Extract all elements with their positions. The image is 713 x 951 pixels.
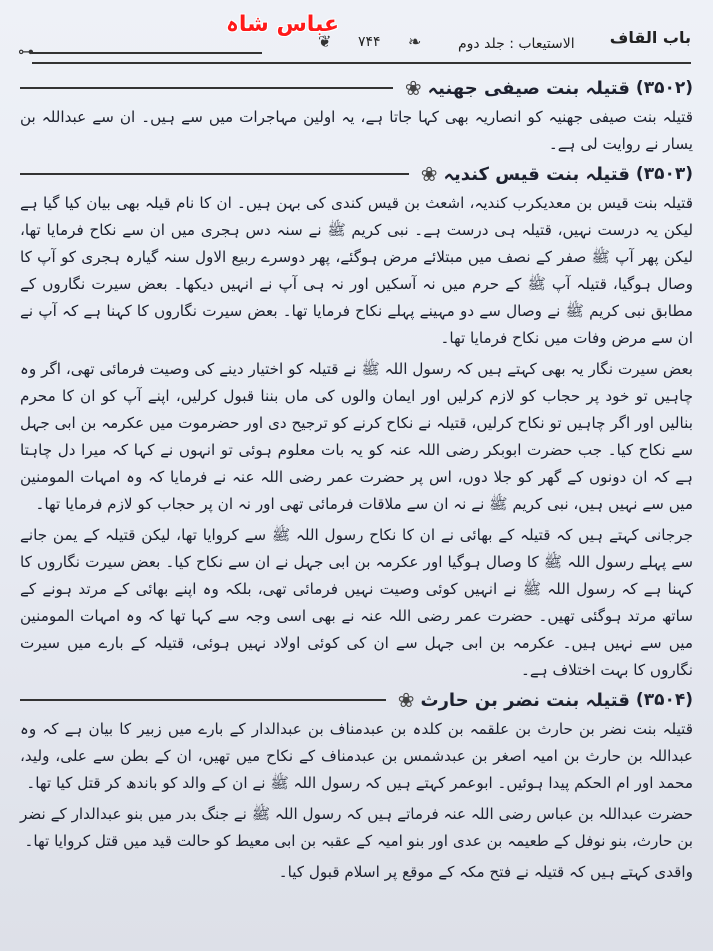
paragraph: بعض سیرت نگار یہ بھی کہتے ہیں کہ رسول اللہ ﷺ نے قتیلہ کو اختیار دینے کی وصیت فرمائی تھی، اگر وہ چاہیں تو خود پر حجاب کو لازم کرلیں اور ایمان والوں کی ماں بننا قبول کرلیں، اپنے آپ کو ان کا محرم بنالیں اور اگر چاہیں تو نکاح کرلیں، قتیلہ نے نکاح کرنے کو ترجیح دی اور حضرموت میں عکرمہ بن ابی جہل سے نکاح کیا۔ جب حضرت ابوبکر رضی اللہ عنہ کو یہ بات معلوم ہوئی تو انہوں نے کہا کہ میرا دل چاہتا ہے کہ ان دونوں کے گھر کو جلا دوں، اس پر حضرت عمر رضی اللہ عنہ نے فرمایا کہ وہ امہات المومنین میں سے نہیں ہیں، نبی کریم ﷺ نے نہ ان سے ملاقات فرمائی تھی اور نہ ان پر حجاب کو لازم فرمایا تھا۔ (20, 360, 693, 513)
entry-title: قتیلہ بنت نضر بن حارث (420, 689, 630, 711)
paragraph: قتیلہ بنت قیس بن معدیکرب کندیہ، اشعث بن قیس کندی کی بہن ہیں۔ ان کا نام قیلہ بھی بیان کیا گیا ہے لیکن یہ درست نہیں، قتیلہ ہی درست ہے۔ نبی کریم ﷺ نے سنہ دس ہجری میں ان سے نکاح فرمایا تھا، لیکن پھر آپ ﷺ صفر کے نصف میں مبتلائے مرض ہوگئے، پھر دوسرے ربیع الاول سنہ گیارہ ہجری کو آپ کا وصال ہوگیا، قتیلہ آپ ﷺ کے حرم میں نہ آسکیں اور نہ ہی آپ نے انہیں دیکھا۔ بعض سیرت نگاروں کے مطابق نبی کریم ﷺ نے وصال سے دو مہینے پہلے نکاح فرمایا تھا۔ بعض سیرت نگاروں کا کہنا ہے کہ آپ نے ان سے مرض وفات میں نکاح فرمایا تھا۔ (20, 194, 693, 347)
ornament-icon: ⊶ (18, 42, 34, 61)
entry-heading (20, 162, 693, 186)
paragraph: جرجانی کہتے ہیں کہ قتیلہ کے بھائی نے ان کا نکاح رسول اللہ ﷺ سے کروایا تھا، لیکن قتیلہ کے یمن جانے سے پہلے رسول اللہ ﷺ کا وصال ہوگیا اور عکرمہ بن ابی جہل نے ان سے نکاح کیا۔ بعض سیرت نگاروں کا کہنا ہے کہ رسول اللہ ﷺ نے انہیں کوئی وصیت نہیں فرمائی تھی، بلکہ وہ اپنے بھائی کے مرتد ہونے کے ساتھ مرتد ہوگئی تھیں۔ حضرت عمر رضی اللہ عنہ نے بھی اسی وجہ سے کہا تھا کہ وہ امہات المومنین میں سے نہیں ہیں۔ عکرمہ بن ابی جہل سے ان کی کوئی اولاد نہیں ہوئی، قتیلہ کے بارے میں سیرت نگاروں کا بہت اختلاف ہے۔ (20, 526, 693, 679)
entry-heading (20, 76, 693, 100)
entry-heading (20, 688, 693, 712)
entry-number: (۳۵۰۳) (635, 164, 693, 184)
entry-number: (۳۵۰۲) (635, 78, 693, 98)
swirl-ornament-icon-right: ❧ (408, 32, 422, 51)
entry-number: (۳۵۰۴) (635, 690, 693, 710)
paragraph: واقدی کہتے ہیں کہ قتیلہ نے فتح مکہ کے موقع پر اسلام قبول کیا۔ (278, 863, 693, 881)
paragraph: قتیلہ بنت نضر بن حارث بن علقمہ بن کلدہ بن عبدمناف بن عبدالدار کے بارے میں زبیر کا بیان ہے کہ وہ عبداللہ بن حارث بن امیہ اصغر بن عبدشمس بن عبدمناف کے نکاح میں تھیں، ان کے بطن سے علی، ولید، محمد اور ام الحکم پیدا ہوئیں۔ ابوعمر کہتے ہیں کہ رسول اللہ ﷺ نے ان کے والد کو باندھ کر قتل کیا تھا۔ (20, 720, 693, 792)
paragraph: قتیلہ بنت صیفی جھنیہ کو انصاریہ بھی کہا جاتا ہے، یہ اولین مہاجرات میں سے ہیں۔ ان سے عبداللہ بن یسار نے روایت لی ہے۔ (20, 108, 693, 153)
header-rule (32, 62, 691, 64)
heading-rule (20, 173, 409, 175)
flower-icon: ❀ (397, 688, 415, 712)
swirl-ornament-icon: ❦ (318, 32, 332, 51)
entry-title: قتیلہ بنت قیس کندیہ (443, 163, 630, 185)
heading-rule (20, 699, 386, 701)
heading-rule (20, 87, 393, 89)
stamp-watermark: عباس شاہ (226, 12, 340, 37)
page-number: ۷۴۴ (358, 34, 381, 50)
chapter-name: باب القاف (609, 28, 691, 47)
flower-icon: ❀ (420, 162, 438, 186)
flower-icon: ❀ (404, 76, 422, 100)
entry-title: قتیلہ بنت صیفی جھنیہ (427, 77, 630, 99)
page-header (18, 6, 699, 66)
paragraph: حضرت عبداللہ بن عباس رضی اللہ عنہ فرماتے ہیں کہ رسول اللہ ﷺ نے جنگ بدر میں بنو عبدالدار کے نضر بن حارث، بنو نوفل کے طعیمہ بن عدی اور بنو امیہ کے عقبہ بن ابی معیط کو حالت قید میں قتل کروایا تھا۔ (20, 805, 693, 850)
page-body (20, 72, 693, 951)
book-title: الاستیعاب : جلد دوم (458, 36, 575, 52)
header-rule-left (32, 52, 262, 54)
